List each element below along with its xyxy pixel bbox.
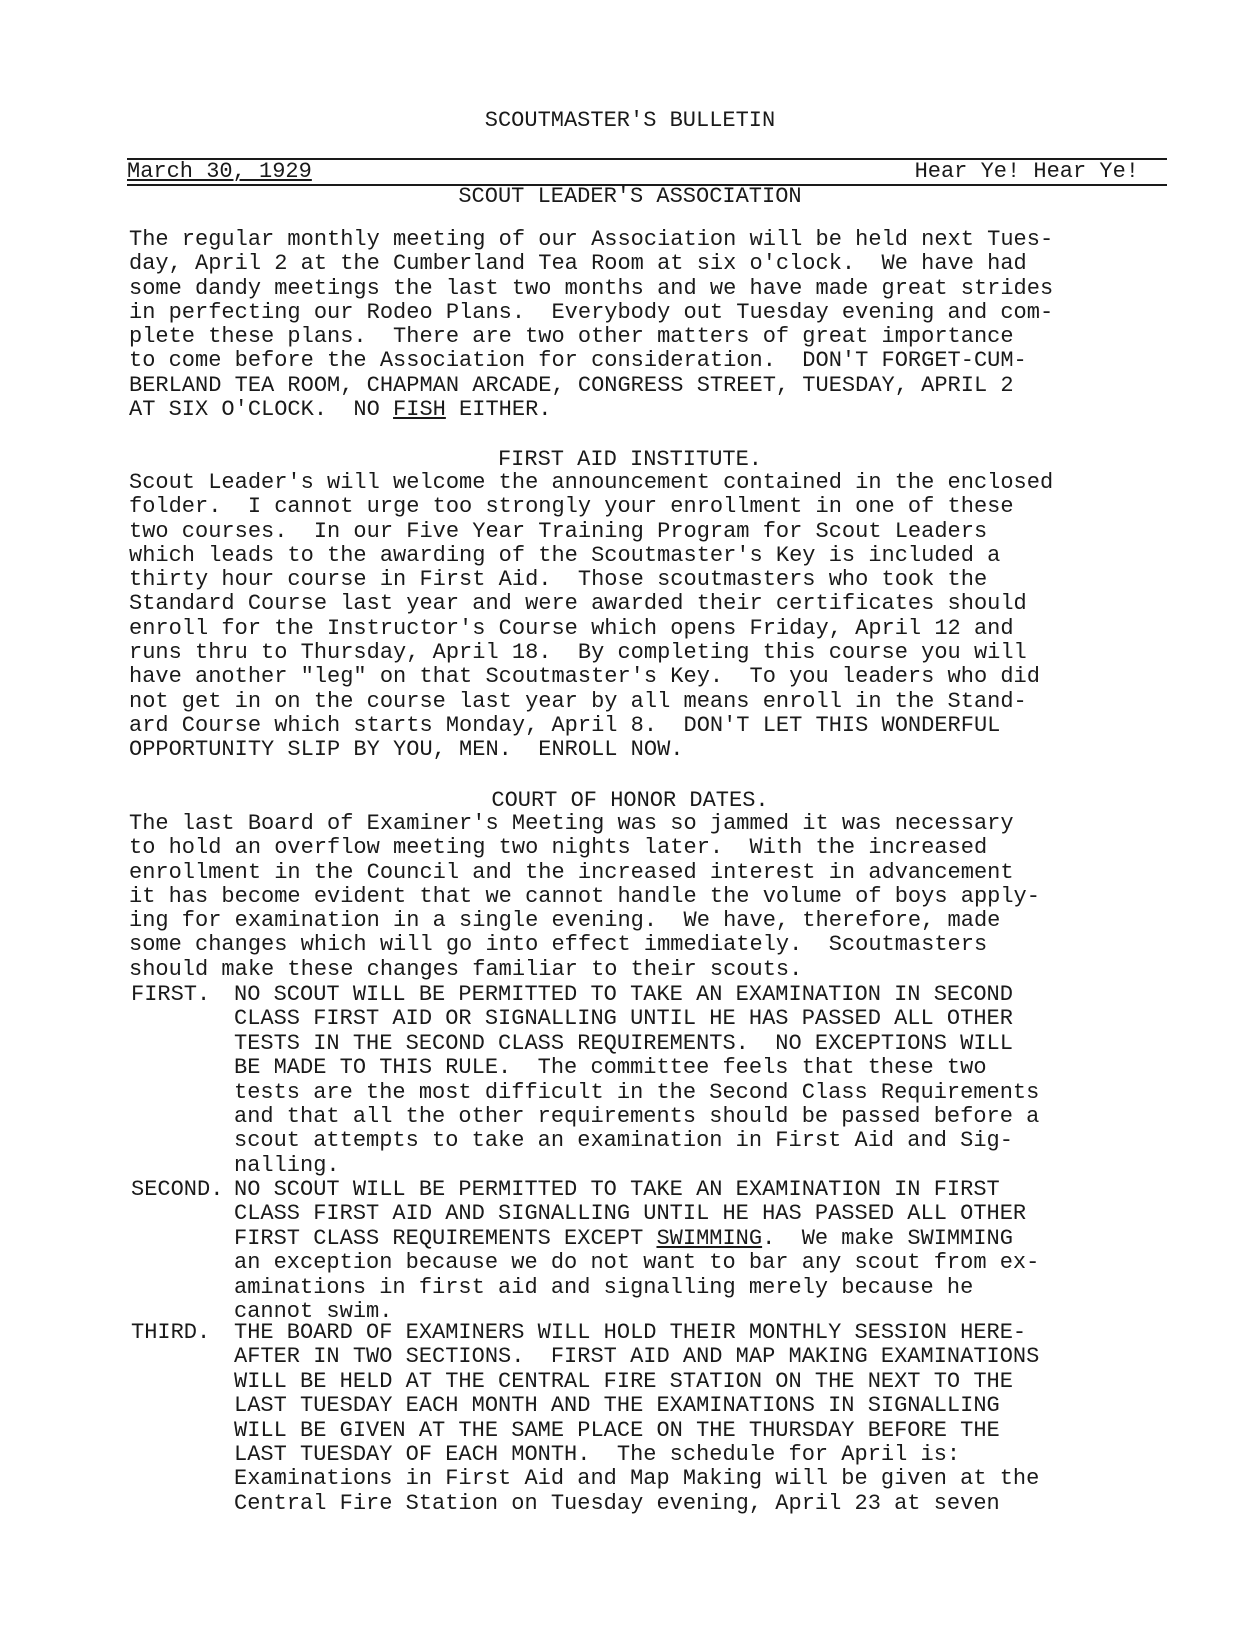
paragraph-line: Scout Leader's will welcome the announcement contained in the enclosed: [129, 470, 1054, 495]
rule-line: CLASS FIRST AID AND SIGNALLING UNTIL HE HAS PASSED ALL OTHER: [234, 1201, 1027, 1227]
rule-line: CLASS FIRST AID OR SIGNALLING UNTIL HE HAS PASSED ALL OTHER: [234, 1006, 1013, 1032]
paragraph-line: which leads to the awarding of the Scoutmaster's Key is included a: [129, 542, 1001, 568]
rule-line: tests are the most difficult in the Second Class Requirements: [234, 1079, 1040, 1105]
rule-line: and that all the other requirements should be passed before a: [234, 1104, 1040, 1130]
paragraph-line: ing for examination in a single evening. We have, therefore, made: [129, 908, 1001, 934]
paragraph-line: runs thru to Thursday, April 18. By completing this course you will: [129, 640, 1027, 666]
rule-line: [234, 1227, 1039, 1251]
meeting-paragraph: [129, 228, 1169, 422]
rule-line: LAST TUESDAY EACH MONTH AND THE EXAMINATIONS IN SIGNALLING: [234, 1393, 1000, 1419]
line-segment: AT SIX O'CLOCK. NO: [129, 397, 394, 423]
paragraph-line: not get in on the course last year by all means enroll in the Stand-: [129, 688, 1027, 714]
rule-label: FIRST.: [131, 982, 211, 1007]
paragraph-line: to hold an overflow meeting two nights later. With the increased: [129, 835, 988, 861]
rule-line: WILL BE GIVEN AT THE SAME PLACE ON THE THURSDAY BEFORE THE: [234, 1417, 1000, 1443]
dateline: [127, 158, 1167, 186]
association-heading: SCOUT LEADER'S ASSOCIATION: [458, 184, 802, 209]
paragraph-line: in perfecting our Rodeo Plans. Everybody out Tuesday evening and com-: [129, 299, 1054, 325]
line-segment: FIRST CLASS REQUIREMENTS EXCEPT: [234, 1225, 657, 1251]
paragraph-line: it has become evident that we cannot handle the volume of boys apply-: [129, 883, 1040, 909]
paragraph-line: BERLAND TEA ROOM, CHAPMAN ARCADE, CONGRESS STREET, TUESDAY, APRIL 2: [129, 372, 1014, 398]
rule-line: an exception because we do not want to bar any scout from ex-: [234, 1250, 1040, 1276]
rule-line: Central Fire Station on Tuesday evening, April 23 at seven: [234, 1490, 1000, 1516]
first-aid-heading: FIRST AID INSTITUTE.: [497, 447, 763, 472]
rule-label: THIRD.: [131, 1320, 211, 1345]
rule-line: Examinations in First Aid and Map Making will be given at the: [234, 1466, 1040, 1492]
paragraph-line: plete these plans. There are two other matters of great importance: [129, 324, 1014, 350]
paragraph-line: Standard Course last year and were awarded their certificates should: [129, 591, 1027, 617]
paragraph-line: folder. I cannot urge too strongly your enrollment in one of these: [129, 494, 1014, 520]
court-of-honor-heading: COURT OF HONOR DATES.: [491, 788, 769, 813]
rule-line: NO SCOUT WILL BE PERMITTED TO TAKE AN EXAMINATION IN SECOND: [234, 982, 1013, 1007]
paragraph-line: enroll for the Instructor's Course which opens Friday, April 12 and: [129, 615, 1014, 641]
line-segment: . We make SWIMMING: [762, 1225, 1013, 1251]
hear-ye-banner: Hear Ye! Hear Ye!: [914, 159, 1139, 184]
paragraph-line: enrollment in the Council and the increased interest in advancement: [129, 859, 1014, 885]
paragraph-line: day, April 2 at the Cumberland Tea Room at six o'clock. We have had: [129, 251, 1027, 277]
paragraph-line: ard Course which starts Monday, April 8. DON'T LET THIS WONDERFUL: [129, 712, 1001, 738]
paragraph-line: thirty hour course in First Aid. Those scoutmasters who took the: [129, 567, 988, 593]
rule-line: LAST TUESDAY OF EACH MONTH. The schedule for April is:: [234, 1442, 961, 1468]
bulletin-date: March 30, 1929: [127, 159, 312, 184]
rule-line: WILL BE HELD AT THE CENTRAL FIRE STATION ON THE NEXT TO THE: [234, 1368, 1013, 1394]
rule-line: nalling.: [234, 1152, 340, 1178]
court-paragraph: [129, 812, 1169, 982]
rule-label: SECOND.: [131, 1177, 224, 1202]
paragraph-line: two courses. In our Five Year Training Program for Scout Leaders: [129, 518, 988, 544]
rule-body: [234, 1321, 1039, 1516]
paragraph-line: OPPORTUNITY SLIP BY YOU, MEN. ENROLL NOW.: [129, 737, 684, 763]
paragraph-line: The regular monthly meeting of our Association will be held next Tues-: [129, 227, 1054, 252]
rule-line: AFTER IN TWO SECTIONS. FIRST AID AND MAP MAKING EXAMINATIONS: [234, 1344, 1040, 1370]
rule-line: BE MADE TO THIS RULE. The committee feels that these two: [234, 1055, 987, 1081]
rule-line: THE BOARD OF EXAMINERS WILL HOLD THEIR MONTHLY SESSION HERE-: [234, 1320, 1027, 1345]
rule-line: NO SCOUT WILL BE PERMITTED TO TAKE AN EXAMINATION IN FIRST: [234, 1177, 1000, 1202]
paragraph-line: some changes which will go into effect immediately. Scoutmasters: [129, 932, 988, 958]
bulletin-title: SCOUTMASTER'S BULLETIN: [484, 108, 776, 133]
fish-underlined: FISH: [393, 397, 446, 423]
paragraph-line: should make these changes familiar to their scouts.: [129, 956, 803, 982]
paragraph-line: [129, 398, 1169, 422]
rule-line: TESTS IN THE SECOND CLASS REQUIREMENTS. NO EXCEPTIONS WILL: [234, 1030, 1013, 1056]
rule-line: cannot swim.: [234, 1299, 393, 1325]
paragraph-line: The last Board of Examiner's Meeting was so jammed it was necessary: [129, 811, 1014, 836]
rule-line: aminations in first aid and signalling merely because he: [234, 1274, 974, 1300]
rule-body: [234, 983, 1039, 1178]
rule-line: scout attempts to take an examination in First Aid and Sig-: [234, 1128, 1013, 1154]
line-segment: EITHER.: [445, 397, 552, 423]
paragraph-line: to come before the Association for consideration. DON'T FORGET-CUM-: [129, 348, 1027, 374]
paragraph-line: have another "leg" on that Scoutmaster's Key. To you leaders who did: [129, 664, 1040, 690]
first-aid-paragraph: [129, 471, 1169, 763]
swimming-underlined: SWIMMING: [656, 1225, 763, 1251]
rule-body: [234, 1178, 1039, 1324]
paragraph-line: some dandy meetings the last two months and we have made great strides: [129, 275, 1054, 301]
